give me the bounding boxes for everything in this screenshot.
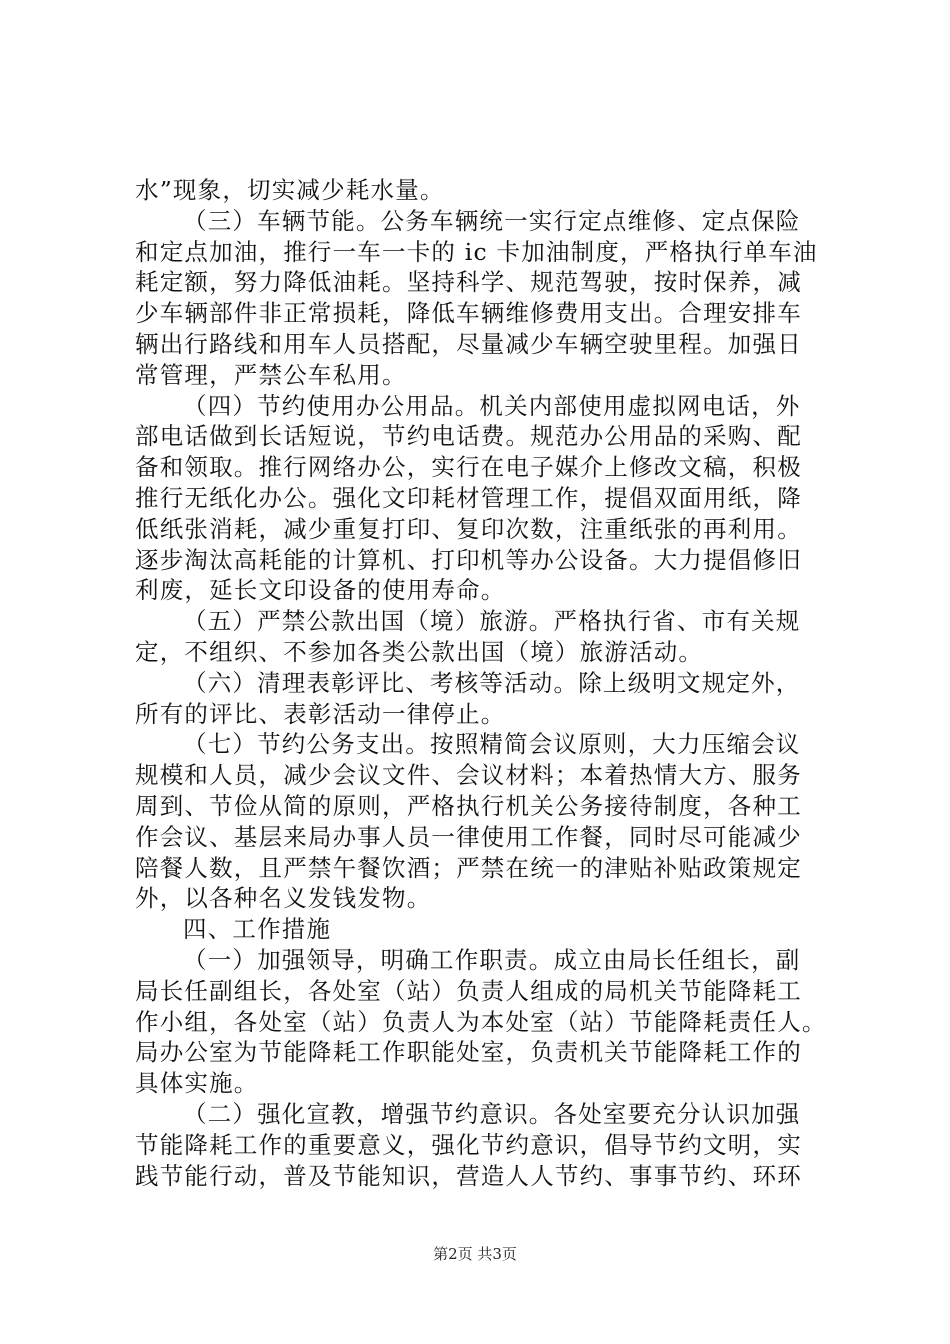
text-line: 规模和人员，减少会议文件、会议材料；本着热情大方、服务 [135,761,802,790]
text-line: 局办公室为节能降耗工作职能处室，负责机关节能降耗工作的 [135,1038,802,1067]
text-line: 常管理，严禁公车私用。 [135,360,407,389]
text-line: 少车辆部件非正常损耗，降低车辆维修费用支出。合理安排车 [135,299,802,328]
text-line: 推行无纸化办公。强化文印耗材管理工作，提倡双面用纸，降 [135,483,802,512]
text-line: 周到、节俭从简的原则，严格执行机关公务接待制度，各种工 [135,791,802,820]
text-line: 水”现象，切实减少耗水量。 [135,176,445,204]
text-line: 部电话做到长话短说，节约电话费。规范办公用品的采购、配 [135,422,802,451]
text-line: 外，以各种名义发钱发物。 [135,884,432,913]
text-line: 所有的评比、表彰活动一律停止。 [135,699,506,728]
text-line: （五）严禁公款出国（境）旅游。严格执行省、市有关规 [183,607,801,636]
text-line: 局长任副组长，各处室（站）负责人组成的局机关节能降耗工 [135,976,802,1005]
text-line: 辆出行路线和用车人员搭配，尽量减少车辆空驶里程。加强日 [135,329,802,358]
text-line: 和定点加油，推行一车一卡的 ic 卡加油制度，严格执行单车油 [135,237,818,266]
text-line: 四、工作措施 [183,915,332,944]
text-line: 定，不组织、不参加各类公款出国（境）旅游活动。 [135,637,704,666]
text-line: 利废，延长文印设备的使用寿命。 [135,576,506,605]
text-line: 备和领取。推行网络办公，实行在电子媒介上修改文稿，积极 [135,453,802,482]
text-line: 作小组，各处室（站）负责人为本处室（站）节能降耗责任人。 [135,1007,827,1036]
text-line: 践节能行动，普及节能知识，营造人人节约、事事节约、环环 [135,1161,802,1190]
text-line: （一）加强领导，明确工作职责。成立由局长任组长，副 [183,945,801,974]
text-line: 低纸张消耗，减少重复打印、复印次数，注重纸张的再利用。 [135,514,802,543]
text-line: （三）车辆节能。公务车辆统一实行定点维修、定点保险 [183,206,801,235]
page-footer: 第2页 共3页 [433,1245,517,1263]
text-line: （二）强化宣教，增强节约意识。各处室要充分认识加强 [183,1099,801,1128]
text-line: 逐步淘汰高耗能的计算机、打印机等办公设备。大力提倡修旧 [135,545,802,574]
text-line: （六）清理表彰评比、考核等活动。除上级明文规定外， [183,668,801,697]
text-line: 耗定额，努力降低油耗。坚持科学、规范驾驶，按时保养，减 [135,268,802,297]
text-line: 具体实施。 [135,1069,259,1098]
document-body [135,175,835,1191]
text-line: （七）节约公务支出。按照精简会议原则，大力压缩会议 [183,730,801,759]
text-line: 陪餐人数，且严禁午餐饮酒；严禁在统一的津贴补贴政策规定 [135,853,802,882]
text-line: （四）节约使用办公用品。机关内部使用虚拟网电话，外 [183,391,801,420]
text-line: 作会议、基层来局办事人员一律使用工作餐，同时尽可能减少 [135,822,802,851]
text-line: 节能降耗工作的重要意义，强化节约意识，倡导节约文明，实 [135,1130,802,1159]
